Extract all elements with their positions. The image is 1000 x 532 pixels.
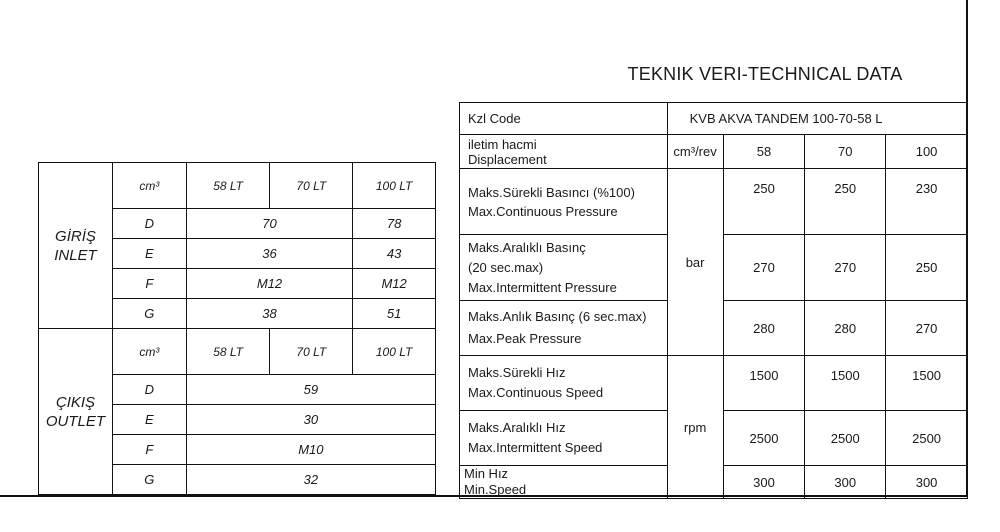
dim-value-shared: M12 — [186, 269, 352, 299]
dim-key: G — [112, 465, 186, 495]
dim-key: D — [112, 209, 186, 239]
cont-speed-label — [460, 356, 668, 411]
cell-value: 270 — [886, 301, 968, 356]
outlet-label-tr: ÇIKIŞ — [55, 393, 96, 411]
displacement-row — [460, 135, 968, 169]
cell-value: 300 — [723, 466, 805, 499]
cell-value: 1500 — [886, 356, 968, 411]
label-line: Max.Peak Pressure — [468, 331, 582, 346]
cell-value: 270 — [805, 235, 886, 301]
dim-key: E — [112, 239, 186, 269]
inlet-label-tr: GİRİŞ — [55, 227, 96, 245]
label-line: Max.Continuous Speed — [468, 385, 604, 400]
label-line: Min.Speed — [464, 482, 527, 497]
dim-key: F — [112, 435, 186, 465]
cell-value: 300 — [805, 466, 886, 499]
cell-value: 1500 — [723, 356, 805, 411]
label-line: Max.Continuous Pressure — [468, 203, 618, 219]
label-line: Maks.Aralıklı Basınç — [468, 239, 586, 255]
dimensions-table — [38, 162, 436, 495]
dim-value-shared: 38 — [186, 299, 352, 329]
cell-value: 280 — [805, 301, 886, 356]
table-row — [460, 356, 968, 411]
dim-value-all: 32 — [186, 465, 435, 495]
int-pressure-label — [460, 235, 668, 301]
dim-value-shared: 36 — [186, 239, 352, 269]
min-speed-label — [460, 466, 668, 499]
cell-value: 2500 — [886, 411, 968, 466]
inlet-header-row — [39, 163, 436, 209]
speed-unit: rpm — [667, 356, 723, 499]
cell-value: 270 — [723, 235, 805, 301]
col-header-58lt: 58 LT — [186, 329, 270, 375]
dim-value-all: 59 — [186, 375, 435, 405]
cell-value: 250 — [723, 169, 805, 235]
displacement-label-tr: iletim hacmi — [468, 136, 537, 152]
page-title: TEKNIK VERI-TECHNICAL DATA — [627, 64, 903, 84]
displacement-label — [460, 135, 668, 169]
displacement-value: 100 — [886, 135, 968, 169]
code-row — [460, 103, 968, 135]
dim-key: G — [112, 299, 186, 329]
dim-value-shared: 70 — [186, 209, 352, 239]
inlet-group-label — [39, 163, 113, 329]
col-header-70lt: 70 LT — [270, 329, 353, 375]
outlet-header-row — [39, 329, 436, 375]
table-row — [460, 169, 968, 235]
label-line: Maks.Anlık Basınç (6 sec.max) — [468, 309, 647, 324]
code-label: Kzl Code — [460, 103, 668, 135]
label-line: Maks.Sürekli Basıncı (%100) — [468, 184, 635, 200]
label-line: Min Hız — [464, 466, 509, 481]
dim-key: F — [112, 269, 186, 299]
col-header-70lt: 70 LT — [270, 163, 353, 209]
cell-value: 250 — [805, 169, 886, 235]
outlet-label-en: OUTLET — [45, 412, 106, 430]
col-header-100lt: 100 LT — [353, 329, 436, 375]
label-line: Max.Intermittent Speed — [468, 440, 603, 455]
dim-value-100lt: 43 — [353, 239, 436, 269]
label-line: Maks.Sürekli Hız — [468, 365, 566, 380]
inlet-label-en: INLET — [54, 246, 97, 264]
outlet-group-label — [39, 329, 113, 495]
dim-value-100lt: M12 — [353, 269, 436, 299]
cell-value: 2500 — [805, 411, 886, 466]
pressure-unit: bar — [667, 169, 723, 356]
label-line: (20 sec.max) — [468, 259, 544, 275]
dim-key: E — [112, 405, 186, 435]
code-value: KVB AKVA TANDEM 100-70-58 L — [667, 103, 967, 135]
cell-value: 1500 — [805, 356, 886, 411]
label-line: Maks.Aralıklı Hız — [468, 420, 566, 435]
cell-value: 300 — [886, 466, 968, 499]
col-header-58lt: 58 LT — [186, 163, 270, 209]
cell-value: 2500 — [723, 411, 805, 466]
dim-key: D — [112, 375, 186, 405]
cell-value: 280 — [723, 301, 805, 356]
displacement-label-en: Displacement — [468, 151, 547, 167]
technical-data-table — [459, 102, 968, 499]
cont-pressure-label — [460, 169, 668, 235]
dim-value-all: 30 — [186, 405, 435, 435]
int-speed-label — [460, 411, 668, 466]
dim-value-all: M10 — [186, 435, 435, 465]
cell-value: 250 — [886, 235, 968, 301]
displacement-value: 58 — [723, 135, 805, 169]
col-header-unit: cm³ — [112, 163, 186, 209]
col-header-100lt: 100 LT — [353, 163, 436, 209]
cell-value: 230 — [886, 169, 968, 235]
peak-pressure-label — [460, 301, 668, 356]
dim-value-100lt: 78 — [353, 209, 436, 239]
displacement-unit: cm³/rev — [667, 135, 723, 169]
col-header-unit: cm³ — [112, 329, 186, 375]
displacement-value: 70 — [805, 135, 886, 169]
dim-value-100lt: 51 — [353, 299, 436, 329]
label-line: Max.Intermittent Pressure — [468, 279, 617, 295]
